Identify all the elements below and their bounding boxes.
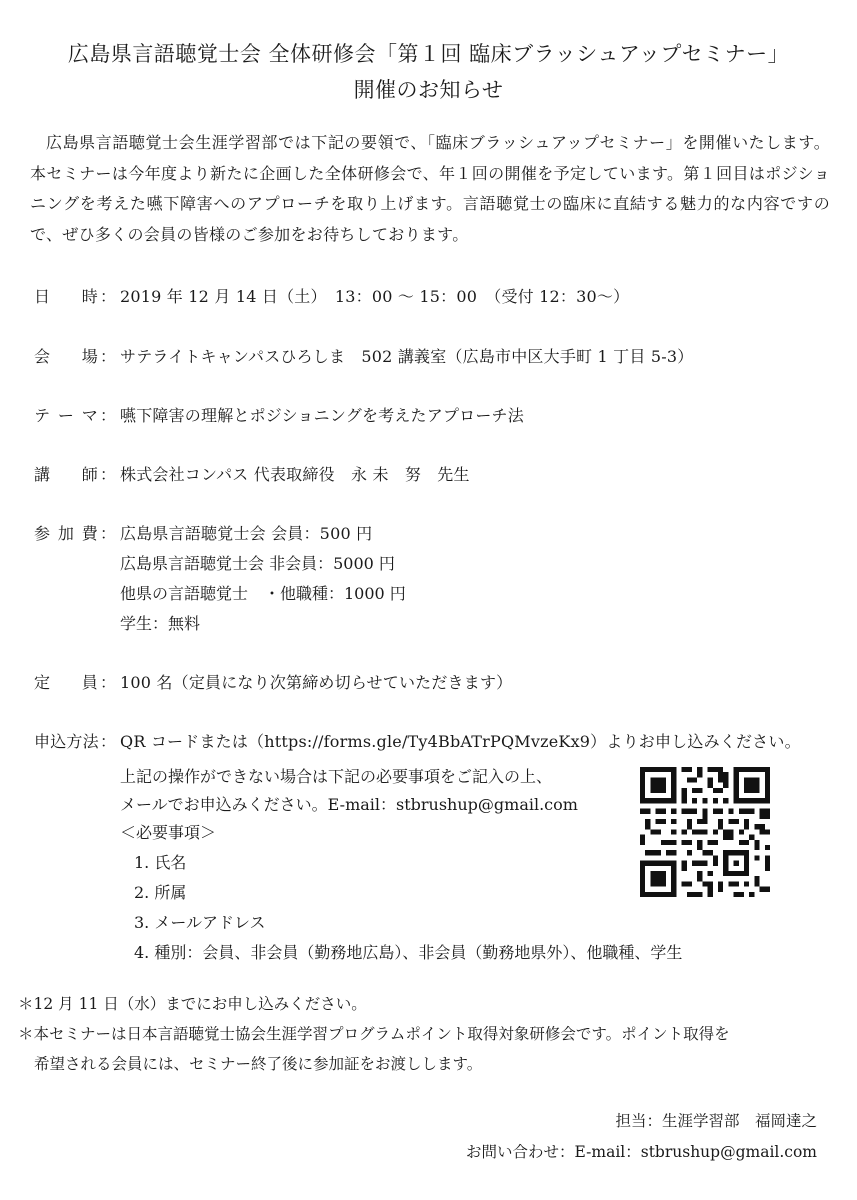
detail-theme-value: 嚥下障害の理解とポジショニングを考えたアプローチ法: [120, 406, 524, 425]
detail-capacity-label: 定員: [34, 673, 98, 692]
detail-capacity-value: 100 名（定員になり次第締め切らせていただきます）: [120, 673, 513, 692]
note-points-line2: 希望される会員には、セミナー終了後に参加証をお渡しします。: [34, 1055, 483, 1073]
apply-line1: QR コードまたは（https://forms.gle/Ty4BbATrPQMvzeKx9）よりお申し込みください。: [120, 732, 801, 751]
apply-line2: 上記の操作ができない場合は下記の必要事項をご記入の上、: [120, 767, 553, 786]
detail-lecturer-label: 講師: [34, 465, 98, 484]
notice-document: 広島県言語聴覚士会 全体研修会「第１回 臨床ブラッシュアップセミナー」 開催のお知らせ 広島県言語聴覚士会生涯学習部では下記の要領で、「臨床ブラッシュアップセミナー」を開催いたします。本セミナーは今年度より新たに企画した全体研修会で、年１回の開催を予定しています。第１回目はポジショニングを考えた嚥下障害へのアプローチを取り上げます。言語聴覚士の臨床に直結する魅力的な内容ですので、ぜひ多くの会員の皆様のご参加をお待ちしております。 日時 ： 2019 年 12 月 14 日（土） 13：00 〜 15：00 （受付 12：30〜） 会場 ： サテライトキャンパスひろしま 502 講義室（広島市中区大手町 1 丁目 5-3） テーマ ： 嚥下障害の理解とポジショニングを考えたアプローチ法 講師 ： 株式会社コンパス 代表取締役 永 未 努 先生 参加費 ： 広島県言語聴覚士会 会員：500 円 広島県言語聴覚士会 非会員：5000 円 他県の言語聴覚士 ・他職種：1000 円 学生：無料 定員 ： 100 名（定員になり次第締め切らせていただきます） 申込方法 ： QR コードまたは（https://forms.gle/Ty4BbATrPQMvzeKx9）よりお申し込みください。 上記の操作ができない場合は下記の必要事項をご記入の上、 メールでお申込みください。E-mail：stbrushup@gmail.com ＜必要事項＞ 1. 氏名 2. 所属 3. メールアドレス 4. 種別：会員、非会員（勤務地広島）、非会員（勤務地県外）、他職種、学生 ＊12 月 11 日（水）までにお申し込みください。 ＊本セミナーは日本言語聴覚士協会生涯学習プログラムポイント取得対象研修会です。ポイント取得を 希望される会員には、セミナー終了後に参加証をお渡しします。 担当：生涯学習部 福岡達之 お問い合わせ：E-mail：stbrushup@gmail.com: [0, 0, 857, 1200]
required-item: 4. 種別：会員、非会員（勤務地広島）、非会員（勤務地県外）、他職種、学生: [134, 943, 683, 962]
intro-paragraph: 広島県言語聴覚士会生涯学習部では下記の要領で、「臨床ブラッシュアップセミナー」を開催いたします。本セミナーは今年度より新たに企画した全体研修会で、年１回の開催を予定しています。第１回目はポジショニングを考えた嚥下障害へのアプローチを取り上げます。言語聴覚士の臨床に直結する魅力的な内容ですので、ぜひ多くの会員の皆様のご参加をお待ちしております。: [30, 133, 830, 244]
note-points-line1: ＊本セミナーは日本言語聴覚士協会生涯学習プログラムポイント取得対象研修会です。ポイント取得を: [18, 1025, 730, 1043]
contact-person: 担当：生涯学習部 福岡達之: [615, 1112, 817, 1130]
detail-date-label: 日時: [34, 287, 98, 306]
fee-item: 広島県言語聴覚士会 会員：500 円: [120, 524, 373, 543]
contact-inquiry: お問い合わせ：E-mail：stbrushup@gmail.com: [466, 1143, 817, 1161]
fee-item: 他県の言語聴覚士 ・他職種：1000 円: [120, 584, 406, 603]
detail-venue-label: 会場: [34, 347, 98, 366]
apply-line3: メールでお申込みください。E-mail：stbrushup@gmail.com: [120, 795, 578, 814]
detail-fee-label: 参加費: [34, 524, 98, 543]
required-item: 2. 所属: [134, 883, 187, 902]
qr-code-icon[interactable]: [640, 767, 770, 897]
document-title-line2: 開催のお知らせ: [353, 78, 504, 102]
detail-apply-label: 申込方法: [34, 732, 99, 751]
fee-item: 学生：無料: [120, 614, 201, 633]
fee-item: 広島県言語聴覚士会 非会員：5000 円: [120, 554, 395, 573]
detail-theme-label: テーマ: [34, 406, 98, 425]
required-heading: ＜必要事項＞: [120, 823, 217, 842]
detail-lecturer-value: 株式会社コンパス 代表取締役 永 未 努 先生: [120, 465, 470, 484]
required-item: 1. 氏名: [134, 853, 187, 872]
document-title-line1: 広島県言語聴覚士会 全体研修会「第１回 臨床ブラッシュアップセミナー」: [67, 42, 790, 66]
required-item: 3. メールアドレス: [134, 913, 266, 932]
detail-date-value: 2019 年 12 月 14 日（土） 13：00 〜 15：00 （受付 12：30〜）: [120, 287, 630, 306]
detail-venue-value: サテライトキャンパスひろしま 502 講義室（広島市中区大手町 1 丁目 5-3）: [120, 347, 694, 366]
note-deadline: ＊12 月 11 日（水）までにお申し込みください。: [18, 995, 367, 1013]
